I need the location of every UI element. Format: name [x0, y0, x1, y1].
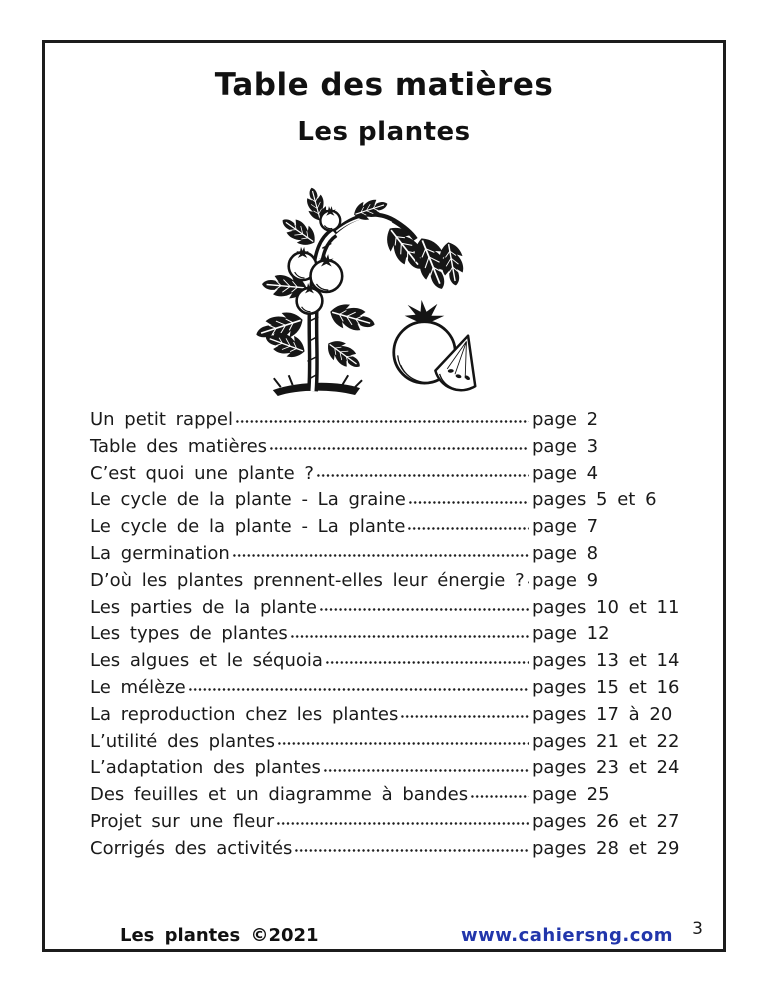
- toc-entry: [90, 463, 682, 490]
- toc-leader-dots: [408, 491, 529, 505]
- toc-entry-page: page 4: [532, 462, 599, 484]
- toc-entry-label: La germination: [90, 542, 230, 564]
- tomato-plant-illustration: [243, 171, 491, 399]
- toc-entry-label: L’utilité des plantes: [90, 730, 276, 752]
- toc-entry: [90, 757, 682, 784]
- toc-entry-page: page 8: [532, 542, 599, 564]
- toc-entry-label: Les algues et le séquoia: [90, 650, 323, 672]
- toc-entry: [90, 677, 682, 704]
- toc-leader-dots: [188, 679, 529, 693]
- toc-leader-dots: [294, 840, 529, 854]
- toc-entry: [90, 811, 682, 838]
- toc-leader-dots: [323, 759, 529, 773]
- toc-entry-label: Les parties de la plante: [90, 596, 317, 618]
- toc-entry-page: page 2: [532, 409, 599, 430]
- toc-entry-page: page 9: [532, 569, 599, 591]
- page-border-frame: [42, 40, 726, 952]
- toc-entry-label: La reproduction chez les plantes: [90, 703, 399, 725]
- toc-entry: [90, 731, 682, 758]
- toc-entry-page: pages 17 à 20: [532, 703, 673, 725]
- toc-entry-label: Le cycle de la plante - La plante: [90, 516, 406, 538]
- toc-entry-page: pages 13 et 14: [532, 650, 680, 672]
- toc-entry: [90, 516, 682, 543]
- page-title: Table des matières: [214, 67, 554, 103]
- toc-leader-dots: [276, 813, 529, 827]
- toc-leader-dots: [277, 733, 529, 747]
- toc-entry-label: Un petit rappel: [90, 409, 233, 430]
- toc-entry-page: pages 23 et 24: [532, 757, 680, 779]
- toc-entry-page: pages 15 et 16: [532, 676, 680, 698]
- footer-copyright: Les plantes ©2021: [120, 925, 319, 946]
- toc-entry: [90, 543, 682, 570]
- toc-entry-label: Le mélèze: [90, 676, 186, 698]
- toc-entry: [90, 704, 682, 731]
- toc-entry-label: C’est quoi une plante ?: [90, 462, 314, 484]
- toc-entry: [90, 623, 682, 650]
- toc-entry-page: pages 21 et 22: [532, 730, 680, 752]
- toc-leader-dots: [407, 518, 529, 532]
- toc-leader-dots: [316, 465, 529, 479]
- toc-entry-label: Table des matières: [90, 435, 268, 457]
- toc-entry: [90, 409, 682, 436]
- toc-entry-page: pages 5 et 6: [532, 489, 657, 511]
- toc-leader-dots: [235, 411, 529, 425]
- page-subtitle: Les plantes: [297, 117, 471, 147]
- footer-website-link[interactable]: www.cahiersng.com: [461, 925, 674, 946]
- toc-leader-dots: [319, 599, 529, 613]
- toc-entry: [90, 489, 682, 516]
- toc-leader-dots: [325, 652, 529, 666]
- toc-entry-page: pages 10 et 11: [532, 596, 680, 618]
- toc-entry: [90, 597, 682, 624]
- toc-entry-label: Les types de plantes: [90, 623, 288, 645]
- toc-entry: [90, 650, 682, 677]
- toc-entry-label: Le cycle de la plante - La graine: [90, 489, 406, 511]
- toc-leader-dots: [527, 572, 529, 586]
- toc-entry: [90, 838, 682, 865]
- footer-page-number: 3: [692, 919, 703, 939]
- toc-entry-page: page 3: [532, 435, 599, 457]
- toc-list: [90, 409, 682, 865]
- toc-entry-label: Corrigés des activités: [90, 837, 293, 859]
- toc-entry: [90, 784, 682, 811]
- toc-entry-page: page 7: [532, 516, 599, 538]
- toc-entry-label: D’où les plantes prennent-elles leur énergie ?: [90, 569, 525, 591]
- toc-entry-label: Projet sur une fleur: [90, 810, 275, 832]
- toc-entry: [90, 570, 682, 597]
- toc-leader-dots: [470, 786, 529, 800]
- toc-leader-dots: [290, 625, 529, 639]
- toc-entry-page: pages 28 et 29: [532, 837, 680, 859]
- toc-leader-dots: [269, 438, 529, 452]
- toc-entry-page: pages 26 et 27: [532, 810, 680, 832]
- toc-leader-dots: [400, 706, 529, 720]
- toc-entry-label: L’adaptation des plantes: [90, 757, 321, 779]
- toc-leader-dots: [232, 545, 529, 559]
- toc-entry-label: Des feuilles et un diagramme à bandes: [90, 784, 469, 806]
- toc-entry: [90, 436, 682, 463]
- toc-entry-page: page 25: [532, 784, 610, 806]
- toc-entry-page: page 12: [532, 623, 610, 645]
